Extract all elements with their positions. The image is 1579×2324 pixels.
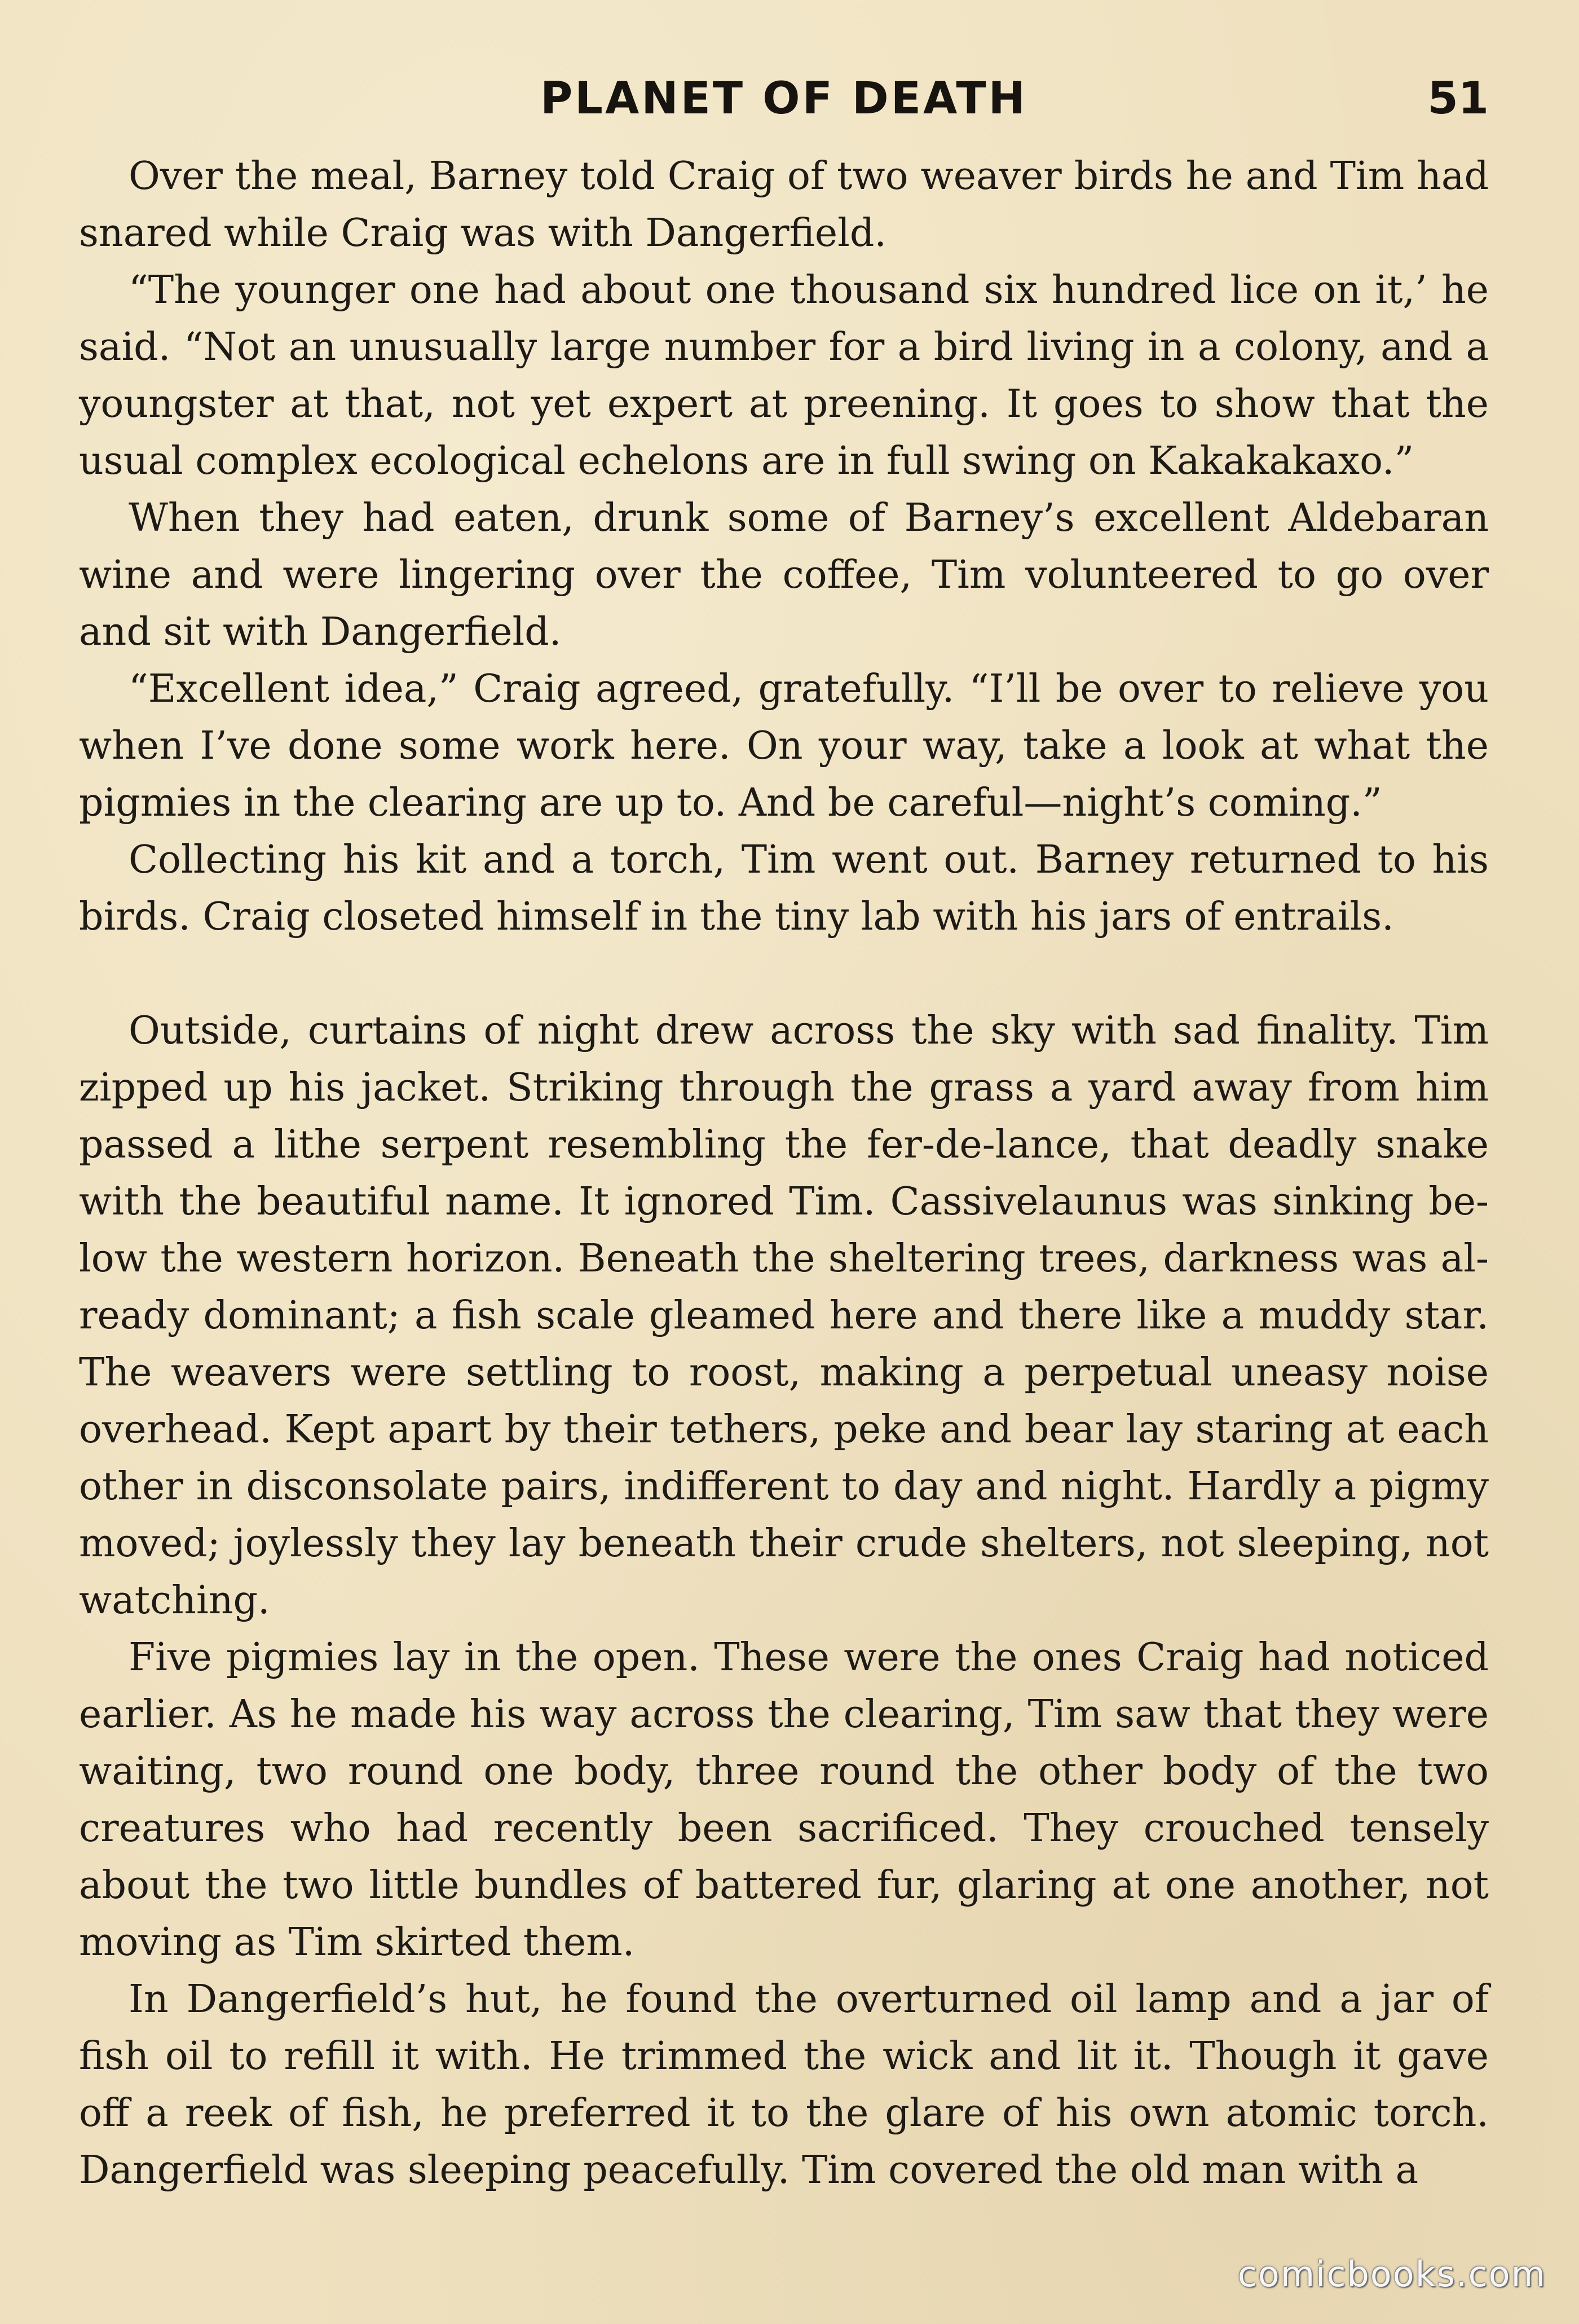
paragraph: “Excellent idea,” Craig agreed, gratefully. “I’ll be over to relieve you when I’ve done some work here. On your way, take a look at what the pigmies in the clearing are up to. And be careful—night’s coming.”: [79, 667, 1489, 825]
paragraph: In Dangerfield’s hut, he found the overturned oil lamp and a jar of fish oil to refill it with. He trimmed the wick and lit it. Though it gave off a reek of fish, he preferred it to the glare of his own atomic torch. Dangerfield was sleeping peacefully. Tim covered the old man with a: [79, 1977, 1489, 2193]
paragraph: Outside, curtains of night drew across the sky with sad finality. Tim zipped up his jacket. Striking through the grass a yard away from him passed a lithe serpent resembling the fer-de-lance, that deadly snake with the beautiful name. It ignored Tim. Cassivelaunus was sinking below the western horizon. Beneath the sheltering trees, darkness was already dominant; a fish scale gleamed here and there like a muddy star. The weavers were settling to roost, making a perpetual uneasy noise overhead. Kept apart by their tethers, peke and bear lay staring at each other in disconsolate pairs, indifferent to day and night. Hardly a pigmy moved; joylessly they lay beneath their crude shelters, not sleeping, not watching.: [79, 1009, 1489, 1623]
body-text: [79, 148, 1489, 2199]
running-title: PLANET OF DEATH: [540, 73, 1027, 124]
page-header: [79, 68, 1489, 130]
paragraph: Collecting his kit and a torch, Tim went out. Barney returned to his birds. Craig closeted himself in the tiny lab with his jars of entrails.: [79, 838, 1489, 939]
section-break: [79, 945, 1489, 1002]
watermark: comicbooks.com: [1237, 2253, 1546, 2295]
paragraph: Over the meal, Barney told Craig of two weaver birds he and Tim had snared while Craig was with Dangerfield.: [79, 154, 1489, 256]
paragraph: When they had eaten, drunk some of Barney’s excellent Aldebaran wine and were lingering over the coffee, Tim volunteered to go over and sit with Dangerfield.: [79, 496, 1489, 654]
paragraph: Five pigmies lay in the open. These were the ones Craig had noticed earlier. As he made his way across the clearing, Tim saw that they were waiting, two round one body, three round the other body of the two creatures who had recently been sacrificed. They crouched tensely about the two little bundles of battered fur, glaring at one another, not moving as Tim skirted them.: [79, 1635, 1489, 1965]
paragraph: “The younger one had about one thousand six hundred lice on it,’ he said. “Not an unusually large number for a bird living in a colony, and a youngster at that, not yet expert at preening. It goes to show that the usual complex ecological echelons are in full swing on Kakakakaxo.”: [79, 268, 1489, 483]
page-number: 51: [1427, 73, 1489, 124]
